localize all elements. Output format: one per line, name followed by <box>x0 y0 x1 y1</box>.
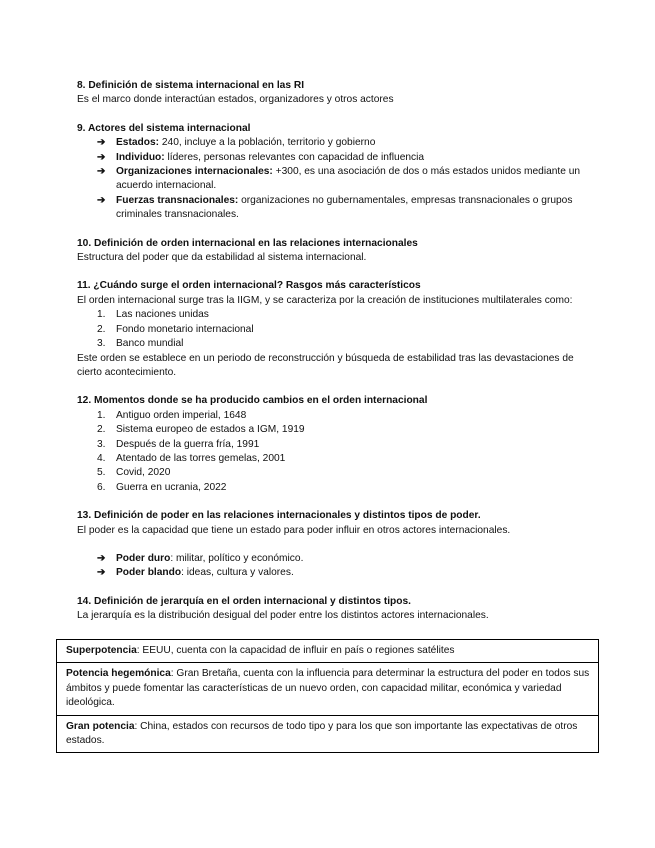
section-13-heading: 13. Definición de poder en las relaciones internacionales y distintos tipos de poder. <box>77 510 481 522</box>
list-item: 3. Banco mundial <box>97 338 184 350</box>
section-12-heading: 12. Momentos donde se ha producido cambios en el orden internacional <box>77 395 428 407</box>
list-item: 1. Antiguo orden imperial, 1648 <box>97 409 247 421</box>
list-item: 1. Las naciones unidas <box>97 309 209 321</box>
list-item: ➔ Individuo: líderes, personas relevantes con capacidad de influencia <box>77 151 597 165</box>
arrow-icon: ➔ <box>97 194 106 206</box>
hierarchy-box-potencia-hegemonica: Potencia hegemónica: Gran Bretaña, cuenta con la influencia para determinar la estructura del poder en todos sus ámbitos y puede fomentar las características de un nuevo orden, con capacidad militar, económica y variedad ideológica. <box>57 662 598 714</box>
list-item: 2. Sistema europeo de estados a IGM, 1919 <box>97 424 305 436</box>
arrow-icon: ➔ <box>97 567 106 579</box>
section-10-heading: 10. Definición de orden internacional en las relaciones internacionales <box>77 237 418 249</box>
arrow-icon: ➔ <box>97 552 106 564</box>
section-9-heading: 9. Actores del sistema internacional <box>77 122 251 134</box>
section-8-heading: 8. Definición de sistema internacional en las RI <box>77 80 305 91</box>
arrow-icon: ➔ <box>97 137 106 149</box>
arrow-icon: ➔ <box>97 151 106 163</box>
list-item: 2. Fondo monetario internacional <box>97 323 254 335</box>
arrow-icon: ➔ <box>97 166 106 178</box>
power-types-list <box>77 552 597 581</box>
list-item: ➔ Poder duro: militar, político y económico. <box>77 552 597 566</box>
section-13-body: El poder es la capacidad que tiene un estado para poder influir en otros actores internacionales. <box>77 524 511 536</box>
list-item: ➔ Poder blando: ideas, cultura y valores. <box>77 566 597 580</box>
section-14-heading: 14. Definición de jerarquía en el orden internacional y distintos tipos. <box>77 595 411 607</box>
section-11-body: El orden internacional surge tras la IIGM, y se caracteriza por la creación de instituciones multilaterales como: <box>77 294 573 306</box>
section-11-conclusion: Este orden se establece en un periodo de reconstrucción y búsqueda de estabilidad tras las devastaciones de cierto acontecimiento. <box>77 352 574 378</box>
list-item: 3. Después de la guerra fría, 1991 <box>97 438 260 450</box>
hierarchy-box-superpotencia: Superpotencia: EEUU, cuenta con la capacidad de influir en país o regiones satélites <box>66 645 455 656</box>
section-14-body: La jerarquía es la distribución desigual del poder entre los distintos actores internacionales. <box>77 610 489 622</box>
list-item: 6. Guerra en ucrania, 2022 <box>97 481 227 493</box>
hierarchy-box-gran-potencia: Gran potencia: China, estados con recursos de todo tipo y para los que son importante las expectativas de otros estados. <box>57 715 598 753</box>
actors-list <box>77 136 597 222</box>
section-8-body: Es el marco donde interactúan estados, organizadores y otros actores <box>77 94 394 106</box>
changes-list <box>77 409 597 495</box>
section-11-heading: 11. ¿Cuándo surge el orden internacional? Rasgos más característicos <box>77 280 421 292</box>
list-item: ➔ Estados: 240, incluye a la población, territorio y gobierno <box>77 136 597 150</box>
list-item: 4. Atentado de las torres gemelas, 2001 <box>97 452 286 464</box>
institutions-list <box>77 308 597 351</box>
section-10-body: Estructura del poder que da estabilidad al sistema internacional. <box>77 252 367 264</box>
list-item: ➔ Organizaciones internacionales: +300, es una asociación de dos o más estados unidos mediante un acuerdo internacional. <box>97 166 581 192</box>
document-content <box>77 79 597 624</box>
list-item: ➔ Fuerzas transnacionales: organizaciones no gubernamentales, empresas transnacionales o grupos criminales transnacionales. <box>97 194 573 221</box>
list-item: 5. Covid, 2020 <box>97 467 171 479</box>
hierarchy-table <box>56 639 599 753</box>
